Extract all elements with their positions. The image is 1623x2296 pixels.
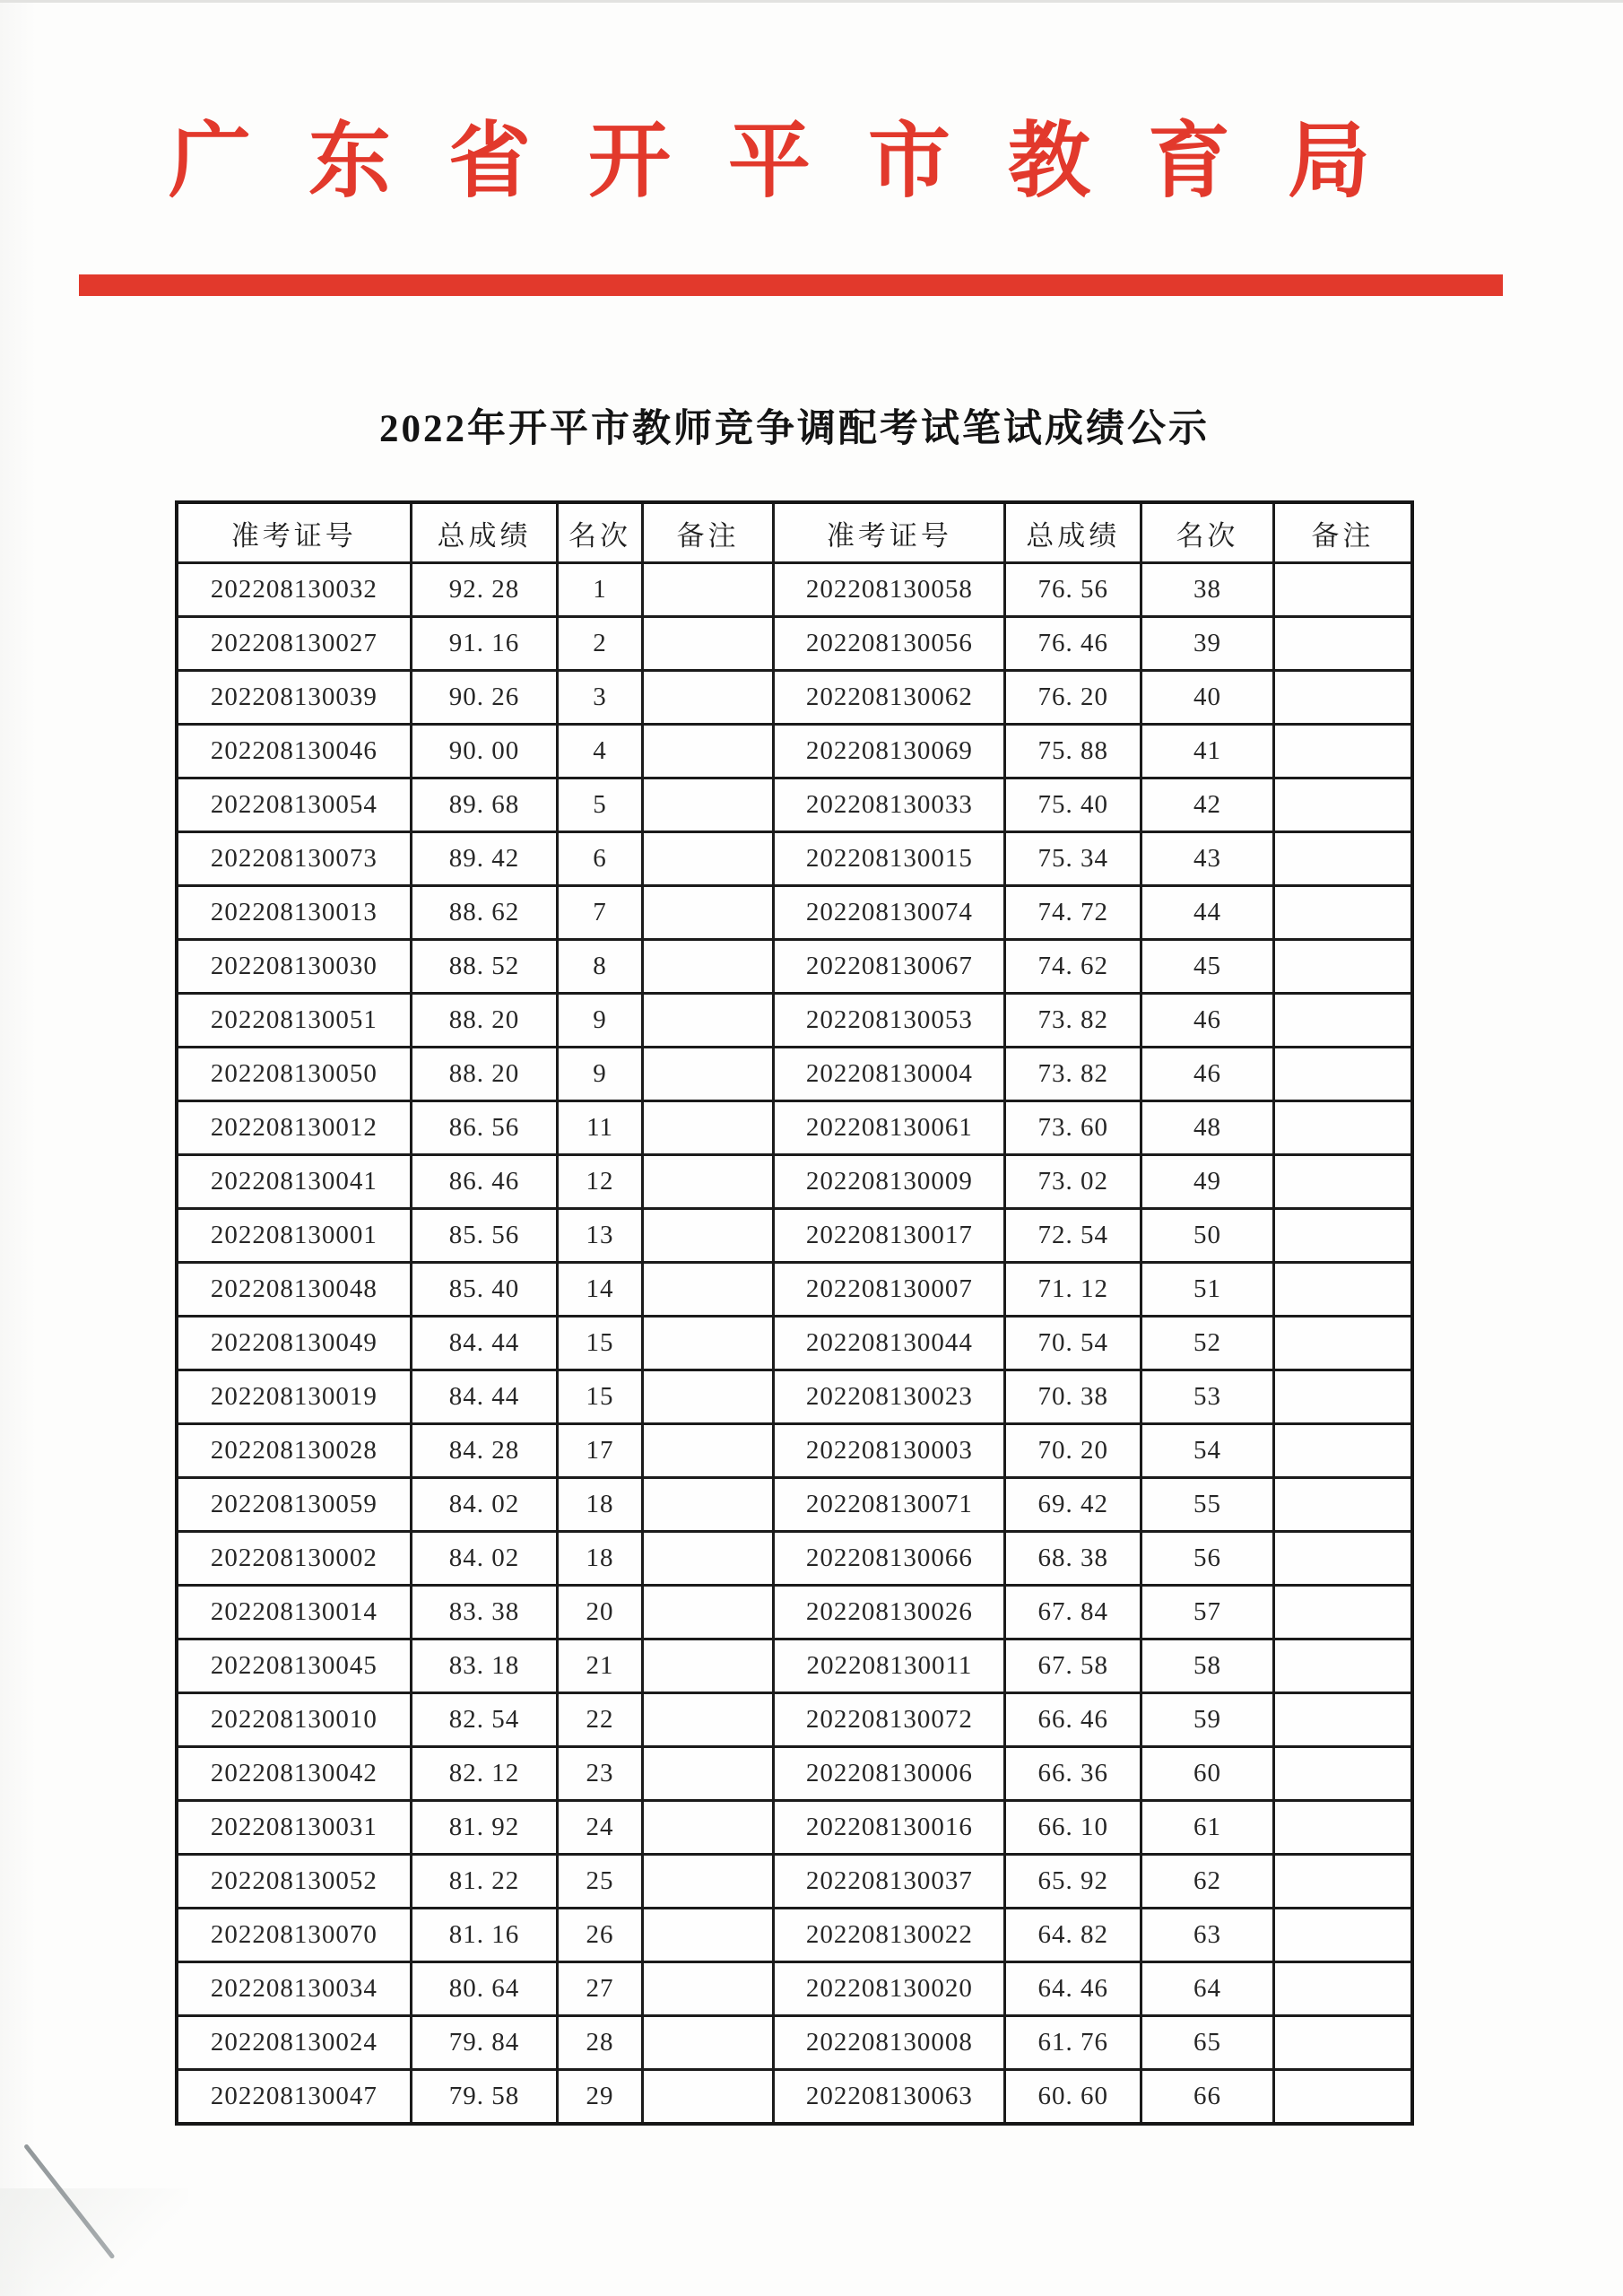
total-score-cell-right: 75. 34 [1005, 832, 1141, 886]
note-cell-left [642, 1747, 774, 1801]
note-cell-left [642, 778, 774, 832]
admission-number-cell-left: 202208130024 [177, 2016, 411, 2070]
table-row [177, 2016, 1412, 2070]
admission-number-cell-left: 202208130049 [177, 1317, 411, 1370]
rank-cell-left: 21 [558, 1639, 642, 1693]
rank-cell-right: 66 [1141, 2070, 1274, 2125]
rank-cell-right: 43 [1141, 832, 1274, 886]
rank-cell-left: 4 [558, 725, 642, 778]
table-row [177, 1855, 1412, 1909]
note-cell-left [642, 1317, 774, 1370]
rank-cell-left: 11 [558, 1101, 642, 1155]
rank-cell-left: 26 [558, 1909, 642, 1962]
table-row [177, 1370, 1412, 1424]
note-cell-left [642, 2016, 774, 2070]
total-score-cell-left: 89. 68 [411, 778, 558, 832]
admission-number-cell-left: 202208130051 [177, 994, 411, 1048]
scan-edge-artifact [0, 0, 1623, 3]
total-score-cell-right: 75. 88 [1005, 725, 1141, 778]
total-score-cell-right: 76. 56 [1005, 563, 1141, 617]
rank-cell-left: 14 [558, 1263, 642, 1317]
scan-shading-artifact [0, 2188, 188, 2296]
admission-number-cell-left: 202208130052 [177, 1855, 411, 1909]
admission-number-cell-left: 202208130031 [177, 1801, 411, 1855]
rank-cell-right: 64 [1141, 1962, 1274, 2016]
table-row [177, 617, 1412, 671]
score-table-body [177, 563, 1412, 2125]
table-row [177, 1209, 1412, 1263]
admission-number-cell-left: 202208130034 [177, 1962, 411, 2016]
total-score-cell-right: 65. 92 [1005, 1855, 1141, 1909]
rank-cell-left: 22 [558, 1693, 642, 1747]
total-score-cell-right: 76. 20 [1005, 671, 1141, 725]
total-score-cell-right: 74. 72 [1005, 886, 1141, 940]
table-row [177, 1424, 1412, 1478]
header-admission-number-left: 准考证号 [177, 502, 411, 563]
total-score-cell-right: 75. 40 [1005, 778, 1141, 832]
rank-cell-left: 12 [558, 1155, 642, 1209]
document-title: 2022年开平市教师竞争调配考试笔试成绩公示 [379, 408, 1210, 450]
note-cell-right [1273, 886, 1412, 940]
admission-number-cell-left: 202208130012 [177, 1101, 411, 1155]
note-cell-right [1273, 1048, 1412, 1101]
total-score-cell-left: 83. 18 [411, 1639, 558, 1693]
rank-cell-right: 48 [1141, 1101, 1274, 1155]
note-cell-left [642, 1909, 774, 1962]
rank-cell-left: 28 [558, 2016, 642, 2070]
note-cell-left [642, 1155, 774, 1209]
table-row [177, 832, 1412, 886]
admission-number-cell-left: 202208130028 [177, 1424, 411, 1478]
rank-cell-left: 18 [558, 1532, 642, 1586]
table-row [177, 1693, 1412, 1747]
admission-number-cell-right: 202208130015 [774, 832, 1005, 886]
total-score-cell-right: 66. 36 [1005, 1747, 1141, 1801]
total-score-cell-right: 67. 58 [1005, 1639, 1141, 1693]
admission-number-cell-left: 202208130042 [177, 1747, 411, 1801]
rank-cell-right: 56 [1141, 1532, 1274, 1586]
note-cell-left [642, 563, 774, 617]
admission-number-cell-right: 202208130003 [774, 1424, 1005, 1478]
total-score-cell-right: 70. 54 [1005, 1317, 1141, 1370]
note-cell-right [1273, 671, 1412, 725]
note-cell-left [642, 1962, 774, 2016]
rank-cell-left: 5 [558, 778, 642, 832]
note-cell-left [642, 1532, 774, 1586]
total-score-cell-left: 90. 26 [411, 671, 558, 725]
rank-cell-left: 3 [558, 671, 642, 725]
table-row [177, 994, 1412, 1048]
admission-number-cell-right: 202208130056 [774, 617, 1005, 671]
table-row [177, 1317, 1412, 1370]
total-score-cell-left: 84. 44 [411, 1370, 558, 1424]
admission-number-cell-left: 202208130013 [177, 886, 411, 940]
total-score-cell-left: 86. 56 [411, 1101, 558, 1155]
note-cell-left [642, 617, 774, 671]
total-score-cell-right: 70. 38 [1005, 1370, 1141, 1424]
score-table [175, 500, 1414, 2126]
admission-number-cell-right: 202208130069 [774, 725, 1005, 778]
rank-cell-right: 65 [1141, 2016, 1274, 2070]
admission-number-cell-right: 202208130071 [774, 1478, 1005, 1532]
rank-cell-right: 61 [1141, 1801, 1274, 1855]
total-score-cell-left: 82. 54 [411, 1693, 558, 1747]
rank-cell-right: 38 [1141, 563, 1274, 617]
note-cell-right [1273, 1747, 1412, 1801]
rank-cell-right: 49 [1141, 1155, 1274, 1209]
total-score-cell-right: 71. 12 [1005, 1263, 1141, 1317]
total-score-cell-left: 91. 16 [411, 617, 558, 671]
admission-number-cell-right: 202208130061 [774, 1101, 1005, 1155]
total-score-cell-left: 80. 64 [411, 1962, 558, 2016]
rank-cell-left: 9 [558, 1048, 642, 1101]
admission-number-cell-left: 202208130073 [177, 832, 411, 886]
admission-number-cell-left: 202208130048 [177, 1263, 411, 1317]
note-cell-right [1273, 1424, 1412, 1478]
table-row [177, 1532, 1412, 1586]
total-score-cell-right: 73. 60 [1005, 1101, 1141, 1155]
total-score-cell-right: 66. 10 [1005, 1801, 1141, 1855]
rank-cell-right: 41 [1141, 725, 1274, 778]
note-cell-right [1273, 1639, 1412, 1693]
admission-number-cell-left: 202208130041 [177, 1155, 411, 1209]
rank-cell-left: 20 [558, 1586, 642, 1639]
admission-number-cell-left: 202208130045 [177, 1639, 411, 1693]
total-score-cell-right: 73. 02 [1005, 1155, 1141, 1209]
total-score-cell-left: 85. 56 [411, 1209, 558, 1263]
note-cell-right [1273, 1317, 1412, 1370]
rank-cell-left: 29 [558, 2070, 642, 2125]
admission-number-cell-right: 202208130026 [774, 1586, 1005, 1639]
table-row [177, 1263, 1412, 1317]
total-score-cell-right: 70. 20 [1005, 1424, 1141, 1478]
note-cell-right [1273, 1209, 1412, 1263]
total-score-cell-right: 69. 42 [1005, 1478, 1141, 1532]
table-row [177, 1101, 1412, 1155]
rank-cell-right: 62 [1141, 1855, 1274, 1909]
total-score-cell-left: 86. 46 [411, 1155, 558, 1209]
rank-cell-right: 53 [1141, 1370, 1274, 1424]
rank-cell-left: 18 [558, 1478, 642, 1532]
total-score-cell-right: 68. 38 [1005, 1532, 1141, 1586]
admission-number-cell-left: 202208130032 [177, 563, 411, 617]
total-score-cell-right: 73. 82 [1005, 994, 1141, 1048]
admission-number-cell-left: 202208130070 [177, 1909, 411, 1962]
table-row [177, 563, 1412, 617]
admission-number-cell-left: 202208130027 [177, 617, 411, 671]
rank-cell-right: 52 [1141, 1317, 1274, 1370]
note-cell-right [1273, 1263, 1412, 1317]
rank-cell-right: 58 [1141, 1639, 1274, 1693]
rank-cell-right: 51 [1141, 1263, 1274, 1317]
admission-number-cell-right: 202208130009 [774, 1155, 1005, 1209]
rank-cell-right: 46 [1141, 1048, 1274, 1101]
header-note-left: 备注 [642, 502, 774, 563]
note-cell-left [642, 1801, 774, 1855]
admission-number-cell-right: 202208130072 [774, 1693, 1005, 1747]
note-cell-right [1273, 832, 1412, 886]
note-cell-left [642, 940, 774, 994]
note-cell-right [1273, 1155, 1412, 1209]
letterhead-divider-rule [79, 274, 1503, 296]
admission-number-cell-left: 202208130001 [177, 1209, 411, 1263]
admission-number-cell-right: 202208130044 [774, 1317, 1005, 1370]
note-cell-left [642, 886, 774, 940]
note-cell-left [642, 1048, 774, 1101]
rank-cell-left: 8 [558, 940, 642, 994]
table-row [177, 1048, 1412, 1101]
table-row [177, 778, 1412, 832]
table-row [177, 1909, 1412, 1962]
note-cell-right [1273, 1909, 1412, 1962]
table-row [177, 940, 1412, 994]
total-score-cell-left: 84. 02 [411, 1478, 558, 1532]
rank-cell-left: 1 [558, 563, 642, 617]
total-score-cell-left: 81. 22 [411, 1855, 558, 1909]
note-cell-right [1273, 563, 1412, 617]
rank-cell-right: 55 [1141, 1478, 1274, 1532]
admission-number-cell-right: 202208130007 [774, 1263, 1005, 1317]
table-row [177, 1586, 1412, 1639]
total-score-cell-right: 72. 54 [1005, 1209, 1141, 1263]
admission-number-cell-left: 202208130059 [177, 1478, 411, 1532]
admission-number-cell-right: 202208130074 [774, 886, 1005, 940]
note-cell-right [1273, 2070, 1412, 2125]
admission-number-cell-left: 202208130054 [177, 778, 411, 832]
rank-cell-left: 24 [558, 1801, 642, 1855]
note-cell-left [642, 2070, 774, 2125]
admission-number-cell-right: 202208130004 [774, 1048, 1005, 1101]
total-score-cell-left: 85. 40 [411, 1263, 558, 1317]
admission-number-cell-right: 202208130067 [774, 940, 1005, 994]
note-cell-left [642, 1424, 774, 1478]
note-cell-right [1273, 617, 1412, 671]
admission-number-cell-right: 202208130053 [774, 994, 1005, 1048]
total-score-cell-left: 82. 12 [411, 1747, 558, 1801]
admission-number-cell-right: 202208130022 [774, 1909, 1005, 1962]
note-cell-right [1273, 1801, 1412, 1855]
rank-cell-right: 57 [1141, 1586, 1274, 1639]
admission-number-cell-right: 202208130011 [774, 1639, 1005, 1693]
note-cell-left [642, 1855, 774, 1909]
rank-cell-right: 46 [1141, 994, 1274, 1048]
total-score-cell-right: 61. 76 [1005, 2016, 1141, 2070]
admission-number-cell-right: 202208130023 [774, 1370, 1005, 1424]
table-row [177, 1801, 1412, 1855]
rank-cell-left: 15 [558, 1317, 642, 1370]
admission-number-cell-right: 202208130016 [774, 1801, 1005, 1855]
note-cell-right [1273, 1101, 1412, 1155]
note-cell-left [642, 1209, 774, 1263]
note-cell-right [1273, 1962, 1412, 2016]
note-cell-right [1273, 2016, 1412, 2070]
total-score-cell-left: 90. 00 [411, 725, 558, 778]
note-cell-right [1273, 725, 1412, 778]
note-cell-left [642, 1639, 774, 1693]
table-row [177, 1155, 1412, 1209]
total-score-cell-right: 74. 62 [1005, 940, 1141, 994]
table-row [177, 725, 1412, 778]
admission-number-cell-left: 202208130046 [177, 725, 411, 778]
table-row [177, 2070, 1412, 2125]
total-score-cell-left: 84. 28 [411, 1424, 558, 1478]
total-score-cell-left: 79. 84 [411, 2016, 558, 2070]
total-score-cell-left: 79. 58 [411, 2070, 558, 2125]
admission-number-cell-right: 202208130017 [774, 1209, 1005, 1263]
rank-cell-left: 2 [558, 617, 642, 671]
admission-number-cell-right: 202208130008 [774, 2016, 1005, 2070]
note-cell-right [1273, 778, 1412, 832]
total-score-cell-right: 67. 84 [1005, 1586, 1141, 1639]
rank-cell-right: 54 [1141, 1424, 1274, 1478]
note-cell-right [1273, 1855, 1412, 1909]
total-score-cell-left: 88. 20 [411, 994, 558, 1048]
note-cell-left [642, 1263, 774, 1317]
table-row [177, 1962, 1412, 2016]
table-row [177, 1478, 1412, 1532]
header-rank-right: 名次 [1141, 502, 1274, 563]
note-cell-left [642, 1370, 774, 1424]
admission-number-cell-left: 202208130002 [177, 1532, 411, 1586]
note-cell-right [1273, 1693, 1412, 1747]
rank-cell-left: 13 [558, 1209, 642, 1263]
header-total-score-left: 总成绩 [411, 502, 558, 563]
note-cell-left [642, 832, 774, 886]
table-row [177, 886, 1412, 940]
rank-cell-right: 44 [1141, 886, 1274, 940]
rank-cell-right: 45 [1141, 940, 1274, 994]
total-score-cell-left: 88. 52 [411, 940, 558, 994]
total-score-cell-left: 84. 44 [411, 1317, 558, 1370]
total-score-cell-left: 92. 28 [411, 563, 558, 617]
rank-cell-left: 15 [558, 1370, 642, 1424]
note-cell-right [1273, 1370, 1412, 1424]
admission-number-cell-right: 202208130062 [774, 671, 1005, 725]
note-cell-left [642, 1101, 774, 1155]
table-header-row [177, 502, 1412, 563]
admission-number-cell-left: 202208130010 [177, 1693, 411, 1747]
note-cell-left [642, 1693, 774, 1747]
admission-number-cell-left: 202208130030 [177, 940, 411, 994]
note-cell-right [1273, 1532, 1412, 1586]
header-total-score-right: 总成绩 [1005, 502, 1141, 563]
admission-number-cell-left: 202208130047 [177, 2070, 411, 2125]
note-cell-left [642, 1586, 774, 1639]
total-score-cell-right: 60. 60 [1005, 2070, 1141, 2125]
rank-cell-right: 63 [1141, 1909, 1274, 1962]
rank-cell-left: 17 [558, 1424, 642, 1478]
admission-number-cell-left: 202208130014 [177, 1586, 411, 1639]
note-cell-left [642, 725, 774, 778]
total-score-cell-right: 66. 46 [1005, 1693, 1141, 1747]
admission-number-cell-left: 202208130019 [177, 1370, 411, 1424]
admission-number-cell-right: 202208130037 [774, 1855, 1005, 1909]
rank-cell-right: 60 [1141, 1747, 1274, 1801]
note-cell-left [642, 1478, 774, 1532]
total-score-cell-right: 76. 46 [1005, 617, 1141, 671]
agency-letterhead-title: 广东省开平市教育局 [168, 116, 1428, 207]
admission-number-cell-left: 202208130050 [177, 1048, 411, 1101]
total-score-cell-right: 64. 82 [1005, 1909, 1141, 1962]
total-score-cell-left: 81. 92 [411, 1801, 558, 1855]
total-score-cell-left: 89. 42 [411, 832, 558, 886]
header-rank-left: 名次 [558, 502, 642, 563]
header-admission-number-right: 准考证号 [774, 502, 1005, 563]
rank-cell-left: 6 [558, 832, 642, 886]
note-cell-right [1273, 994, 1412, 1048]
admission-number-cell-left: 202208130039 [177, 671, 411, 725]
admission-number-cell-right: 202208130006 [774, 1747, 1005, 1801]
table-row [177, 1639, 1412, 1693]
rank-cell-left: 23 [558, 1747, 642, 1801]
admission-number-cell-right: 202208130066 [774, 1532, 1005, 1586]
admission-number-cell-right: 202208130063 [774, 2070, 1005, 2125]
admission-number-cell-right: 202208130058 [774, 563, 1005, 617]
note-cell-left [642, 994, 774, 1048]
rank-cell-left: 9 [558, 994, 642, 1048]
note-cell-right [1273, 940, 1412, 994]
table-row [177, 671, 1412, 725]
note-cell-right [1273, 1478, 1412, 1532]
rank-cell-left: 27 [558, 1962, 642, 2016]
rank-cell-right: 50 [1141, 1209, 1274, 1263]
table-row [177, 1747, 1412, 1801]
admission-number-cell-right: 202208130020 [774, 1962, 1005, 2016]
rank-cell-left: 25 [558, 1855, 642, 1909]
rank-cell-right: 59 [1141, 1693, 1274, 1747]
total-score-cell-left: 81. 16 [411, 1909, 558, 1962]
total-score-cell-left: 83. 38 [411, 1586, 558, 1639]
rank-cell-right: 39 [1141, 617, 1274, 671]
note-cell-left [642, 671, 774, 725]
total-score-cell-left: 88. 62 [411, 886, 558, 940]
rank-cell-right: 40 [1141, 671, 1274, 725]
total-score-cell-left: 88. 20 [411, 1048, 558, 1101]
total-score-cell-left: 84. 02 [411, 1532, 558, 1586]
note-cell-right [1273, 1586, 1412, 1639]
total-score-cell-right: 73. 82 [1005, 1048, 1141, 1101]
total-score-cell-right: 64. 46 [1005, 1962, 1141, 2016]
header-note-right: 备注 [1273, 502, 1412, 563]
admission-number-cell-right: 202208130033 [774, 778, 1005, 832]
rank-cell-left: 7 [558, 886, 642, 940]
rank-cell-right: 42 [1141, 778, 1274, 832]
